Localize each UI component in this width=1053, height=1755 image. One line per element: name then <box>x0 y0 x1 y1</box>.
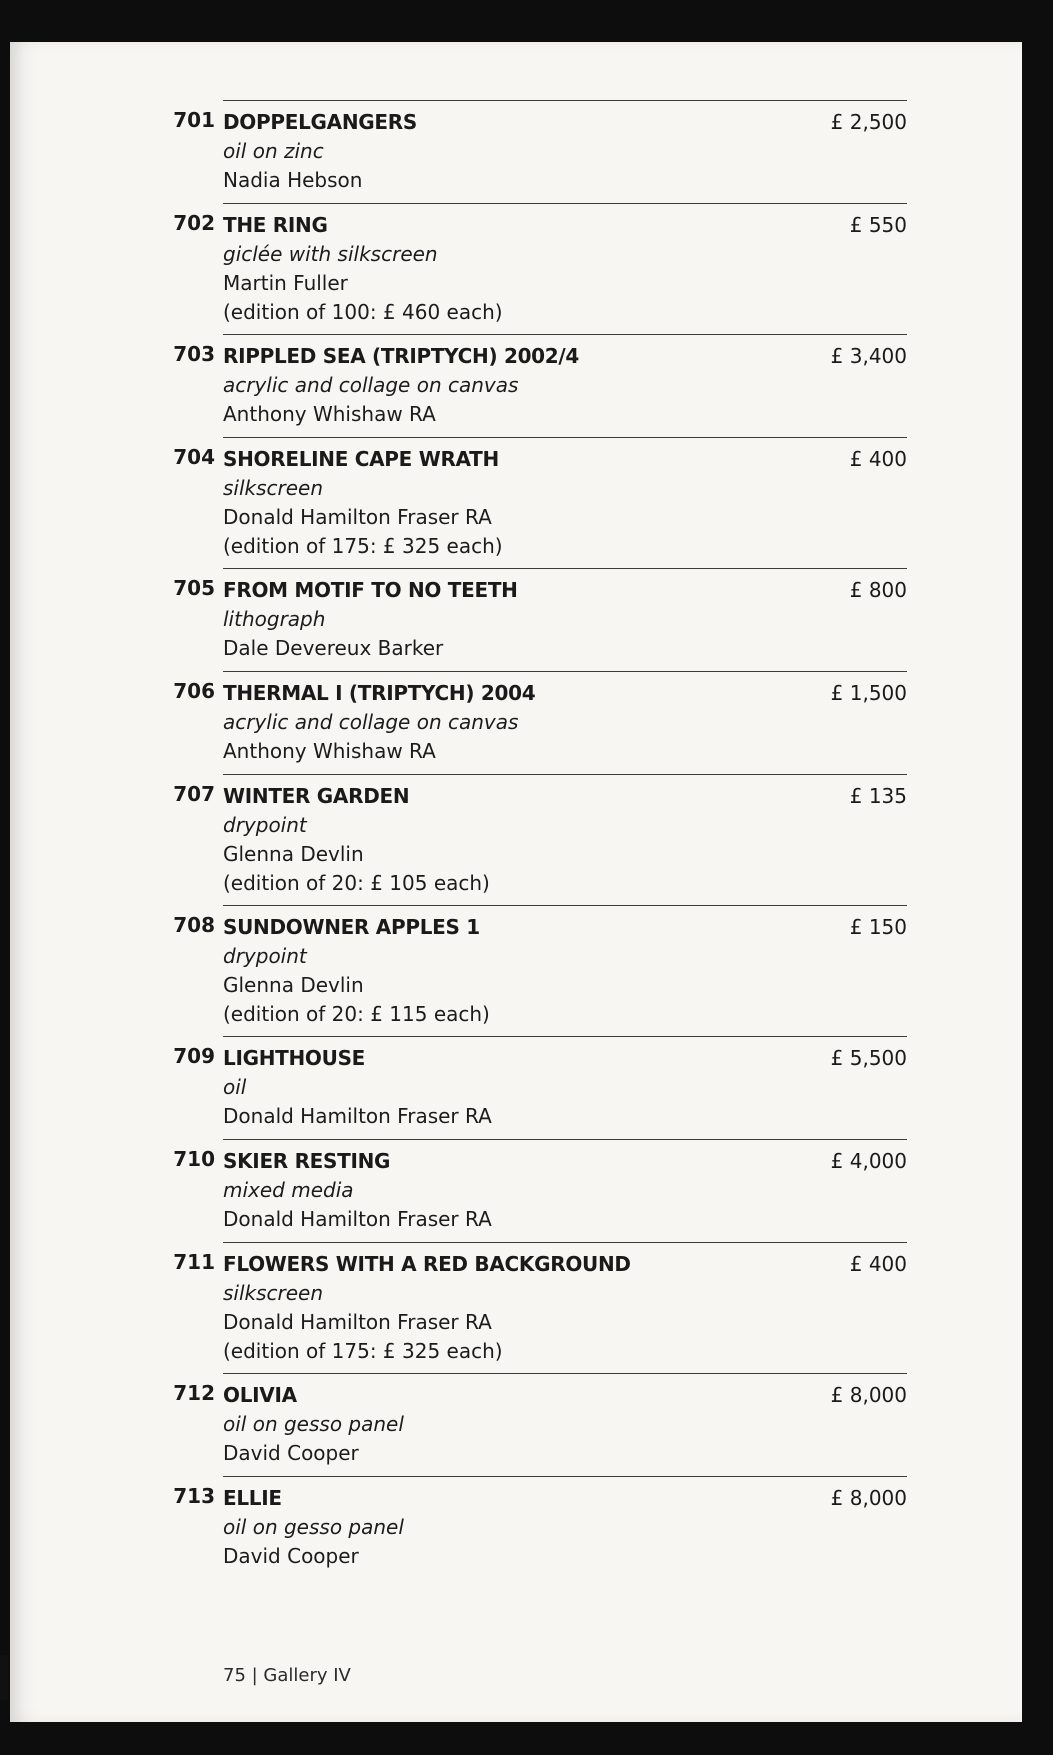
entry-number: 703 <box>173 342 215 366</box>
catalogue-entry <box>173 1139 907 1242</box>
entry-price: £ 400 <box>849 447 907 471</box>
catalogue-entry <box>173 1242 907 1373</box>
entry-number: 712 <box>173 1381 215 1405</box>
entry-artist: David Cooper <box>223 1544 359 1568</box>
entry-number: 709 <box>173 1044 215 1068</box>
entry-price: £ 4,000 <box>830 1149 907 1173</box>
entry-title: SHORELINE CAPE WRATH <box>223 447 499 471</box>
entry-body <box>223 906 907 1029</box>
entry-body <box>223 1374 907 1468</box>
entry-title: WINTER GARDEN <box>223 784 410 808</box>
entry-number: 707 <box>173 782 215 806</box>
entry-price: £ 8,000 <box>830 1383 907 1407</box>
entry-artist: Martin Fuller <box>223 271 348 295</box>
entry-price: £ 800 <box>849 578 907 602</box>
entry-body <box>223 204 907 327</box>
entry-body <box>223 1243 907 1366</box>
page-footer: 75 | Gallery IV <box>223 1665 351 1686</box>
entry-artist: Donald Hamilton Fraser RA <box>223 1310 492 1334</box>
entry-medium: drypoint <box>223 944 307 968</box>
entry-title: RIPPLED SEA (TRIPTYCH) 2002/4 <box>223 344 580 368</box>
entry-body <box>223 101 907 195</box>
entry-title: FLOWERS WITH A RED BACKGROUND <box>223 1252 631 1276</box>
entry-body <box>223 335 907 429</box>
entry-number: 701 <box>173 108 215 132</box>
entry-medium: silkscreen <box>223 476 324 500</box>
entry-number: 708 <box>173 913 215 937</box>
entry-edition: (edition of 100: £ 460 each) <box>223 300 503 324</box>
entry-medium: oil on zinc <box>223 139 324 163</box>
entry-medium: drypoint <box>223 813 307 837</box>
entry-price: £ 3,400 <box>830 344 907 368</box>
entry-number: 710 <box>173 1147 215 1171</box>
entry-title: THERMAL I (TRIPTYCH) 2004 <box>223 681 536 705</box>
page-edge-shadow <box>0 1655 8 1700</box>
entry-medium: lithograph <box>223 607 326 631</box>
entry-edition: (edition of 175: £ 325 each) <box>223 1339 503 1363</box>
entry-body <box>223 569 907 663</box>
entry-price: £ 135 <box>849 784 907 808</box>
entry-artist: Donald Hamilton Fraser RA <box>223 1104 492 1128</box>
entry-price: £ 1,500 <box>830 681 907 705</box>
entry-number: 702 <box>173 211 215 235</box>
entry-price: £ 8,000 <box>830 1486 907 1510</box>
entry-medium: silkscreen <box>223 1281 324 1305</box>
entry-artist: Donald Hamilton Fraser RA <box>223 505 492 529</box>
entry-title: THE RING <box>223 213 328 237</box>
entry-title: ELLIE <box>223 1486 282 1510</box>
entry-edition: (edition of 175: £ 325 each) <box>223 534 503 558</box>
entry-artist: Donald Hamilton Fraser RA <box>223 1207 492 1231</box>
entry-artist: Anthony Whishaw RA <box>223 402 436 426</box>
entry-body <box>223 672 907 766</box>
entry-price: £ 5,500 <box>830 1046 907 1070</box>
entry-title: DOPPELGANGERS <box>223 110 417 134</box>
entry-price: £ 550 <box>849 213 907 237</box>
entry-medium: mixed media <box>223 1178 354 1202</box>
entry-number: 711 <box>173 1250 215 1274</box>
catalogue-entry <box>173 568 907 671</box>
entry-medium: acrylic and collage on canvas <box>223 710 519 734</box>
entry-number: 706 <box>173 679 215 703</box>
entry-artist: Anthony Whishaw RA <box>223 739 436 763</box>
catalogue-entry <box>173 437 907 568</box>
entry-artist: Glenna Devlin <box>223 973 364 997</box>
entry-body <box>223 438 907 561</box>
entry-artist: Nadia Hebson <box>223 168 363 192</box>
catalogue-entry <box>173 1373 907 1476</box>
catalogue-entry <box>173 1036 907 1139</box>
entry-price: £ 400 <box>849 1252 907 1276</box>
entry-body <box>223 1037 907 1131</box>
entry-artist: David Cooper <box>223 1441 359 1465</box>
entry-medium: acrylic and collage on canvas <box>223 373 519 397</box>
entry-medium: oil on gesso panel <box>223 1515 404 1539</box>
entry-medium: oil on gesso panel <box>223 1412 404 1436</box>
entry-title: FROM MOTIF TO NO TEETH <box>223 578 518 602</box>
entry-title: SKIER RESTING <box>223 1149 391 1173</box>
entry-title: LIGHTHOUSE <box>223 1046 366 1070</box>
catalogue-entry <box>173 671 907 774</box>
catalogue-entry <box>173 774 907 905</box>
catalogue-entry <box>173 334 907 437</box>
entry-artist: Dale Devereux Barker <box>223 636 444 660</box>
entry-body <box>223 1477 907 1571</box>
catalogue-entry <box>173 1476 907 1579</box>
entry-title: OLIVIA <box>223 1383 297 1407</box>
entry-edition: (edition of 20: £ 115 each) <box>223 1002 490 1026</box>
entry-artist: Glenna Devlin <box>223 842 364 866</box>
entry-number: 705 <box>173 576 215 600</box>
entry-body <box>223 775 907 898</box>
entry-number: 704 <box>173 445 215 469</box>
catalogue-page <box>10 42 1022 1722</box>
entry-medium: giclée with silkscreen <box>223 242 438 266</box>
catalogue-entry <box>173 905 907 1036</box>
catalogue-entry <box>173 203 907 334</box>
entry-body <box>223 1140 907 1234</box>
entry-edition: (edition of 20: £ 105 each) <box>223 871 490 895</box>
entry-number: 713 <box>173 1484 215 1508</box>
entry-title: SUNDOWNER APPLES 1 <box>223 915 480 939</box>
entry-list <box>10 100 1022 1579</box>
catalogue-entry <box>173 100 907 203</box>
entry-medium: oil <box>223 1075 247 1099</box>
entry-price: £ 2,500 <box>830 110 907 134</box>
entry-price: £ 150 <box>849 915 907 939</box>
